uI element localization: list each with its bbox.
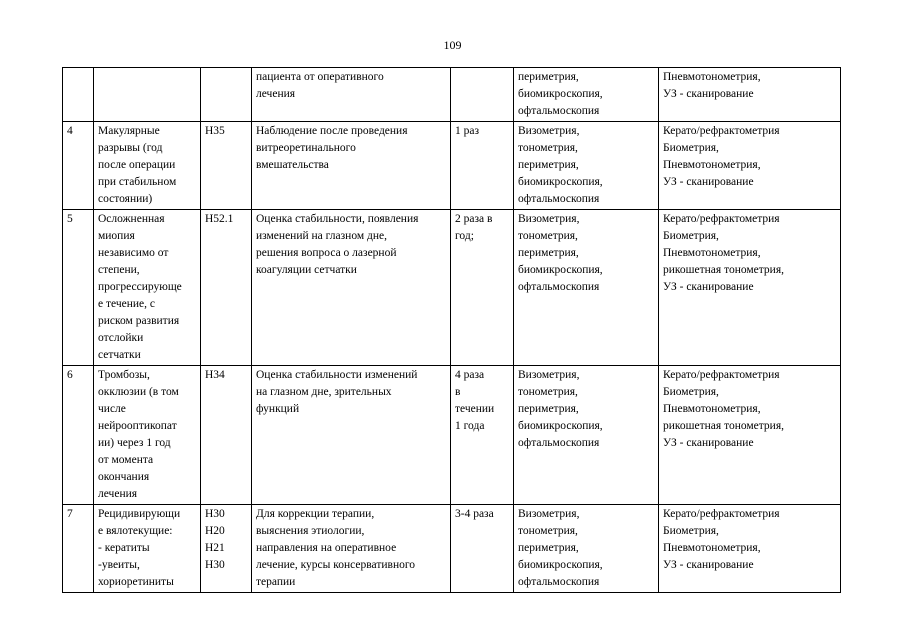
cell-disease [94, 210, 201, 366]
page-number: 109 [443, 38, 462, 52]
cell-line: офтальмоскопия [518, 281, 600, 293]
cell-line: УЗ - сканирование [663, 281, 754, 293]
cell-line: УЗ - сканирование [663, 559, 754, 571]
cell-line: биомикроскопия, [518, 559, 603, 571]
cell-line: Н30 [205, 508, 225, 520]
cell-line: нейрооптикопат [98, 420, 177, 432]
cell-disease [94, 366, 201, 505]
cell-line: периметрия, [518, 403, 579, 415]
cell-line: независимо от [98, 247, 169, 259]
cell-additional-methods [659, 122, 841, 210]
cell-frequency [451, 210, 514, 366]
cell-line: Пневмотонометрия, [663, 247, 761, 259]
cell-line: Биометрия, [663, 142, 719, 154]
cell-purpose [252, 505, 451, 593]
cell-row-number [63, 210, 94, 366]
cell-line: биомикроскопия, [518, 176, 603, 188]
cell-line: Биометрия, [663, 230, 719, 242]
cell-line: Керато/рефрактометрия [663, 508, 780, 520]
examination-table [62, 67, 841, 593]
cell-additional-methods [659, 505, 841, 593]
cell-line: тонометрия, [518, 142, 578, 154]
cell-line: рикошетная тонометрия, [663, 420, 784, 432]
cell-disease [94, 68, 201, 122]
cell-line: Н30 [205, 559, 225, 571]
cell-line: Визометрия, [518, 508, 580, 520]
cell-line: Оценка стабильности изменений [256, 369, 418, 381]
table-row [63, 366, 841, 505]
cell-line: функций [256, 403, 300, 415]
cell-line: Пневмотонометрия, [663, 71, 761, 83]
cell-line: - кератиты [98, 542, 150, 554]
cell-line: Визометрия, [518, 125, 580, 137]
cell-line: периметрия, [518, 159, 579, 171]
cell-line: миопия [98, 230, 135, 242]
cell-methods [514, 366, 659, 505]
cell-line: направления на оперативное [256, 542, 397, 554]
cell-line: лечения [98, 488, 138, 500]
table-row [63, 505, 841, 593]
cell-line: числе [98, 403, 126, 415]
cell-line: разрывы (год [98, 142, 163, 154]
cell-line: Пневмотонометрия, [663, 159, 761, 171]
cell-line: ии) через 1 год [98, 437, 171, 449]
cell-line: вмешательства [256, 159, 329, 171]
cell-line: 1 года [455, 420, 485, 432]
cell-icd-code [201, 210, 252, 366]
cell-line: тонометрия, [518, 525, 578, 537]
cell-line: Н35 [205, 125, 225, 137]
cell-methods [514, 68, 659, 122]
cell-methods [514, 122, 659, 210]
cell-line: Тромбозы, [98, 369, 150, 381]
cell-line: на глазном дне, зрительных [256, 386, 392, 398]
cell-line: 6 [67, 369, 73, 381]
cell-frequency [451, 505, 514, 593]
cell-line: прогрессирующе [98, 281, 182, 293]
cell-line: состоянии) [98, 193, 153, 205]
cell-line: Н34 [205, 369, 225, 381]
cell-line: Осложненная [98, 213, 165, 225]
table-row [63, 68, 841, 122]
cell-line: 5 [67, 213, 73, 225]
cell-line: Биометрия, [663, 525, 719, 537]
cell-line: биомикроскопия, [518, 264, 603, 276]
cell-line: -увеиты, [98, 559, 140, 571]
cell-line: Макулярные [98, 125, 160, 137]
cell-line: окончания [98, 471, 150, 483]
cell-line: 3-4 раза [455, 508, 494, 520]
table-row [63, 122, 841, 210]
cell-line: офтальмоскопия [518, 576, 600, 588]
table-body [63, 68, 841, 593]
cell-line: 2 раза в [455, 213, 493, 225]
cell-line: от момента [98, 454, 154, 466]
cell-line: год; [455, 230, 474, 242]
cell-line: 4 раза [455, 369, 485, 381]
table-row [63, 210, 841, 366]
cell-line: периметрия, [518, 71, 579, 83]
cell-line: терапии [256, 576, 296, 588]
cell-purpose [252, 210, 451, 366]
cell-line: Рецидивирующи [98, 508, 181, 520]
cell-line: офтальмоскопия [518, 193, 600, 205]
cell-line: тонометрия, [518, 230, 578, 242]
cell-methods [514, 210, 659, 366]
cell-line: при стабильном [98, 176, 177, 188]
cell-line: степени, [98, 264, 140, 276]
cell-row-number [63, 68, 94, 122]
cell-disease [94, 505, 201, 593]
cell-line: УЗ - сканирование [663, 88, 754, 100]
cell-line: 7 [67, 508, 73, 520]
cell-line: Визометрия, [518, 369, 580, 381]
cell-line: Пневмотонометрия, [663, 542, 761, 554]
cell-frequency [451, 366, 514, 505]
cell-line: Керато/рефрактометрия [663, 125, 780, 137]
cell-line: пациента от оперативного [256, 71, 384, 83]
cell-additional-methods [659, 68, 841, 122]
cell-row-number [63, 122, 94, 210]
cell-line: периметрия, [518, 247, 579, 259]
cell-line: Визометрия, [518, 213, 580, 225]
cell-line: риском развития [98, 315, 180, 327]
cell-icd-code [201, 366, 252, 505]
cell-line: Пневмотонометрия, [663, 403, 761, 415]
cell-line: лечение, курсы консервативного [256, 559, 416, 571]
cell-line: е течение, с [98, 298, 155, 310]
cell-icd-code [201, 68, 252, 122]
cell-line: течении [455, 403, 495, 415]
cell-row-number [63, 366, 94, 505]
cell-line: Оценка стабильности, появления [256, 213, 419, 225]
cell-line: решения вопроса о лазерной [256, 247, 397, 259]
cell-row-number [63, 505, 94, 593]
cell-methods [514, 505, 659, 593]
cell-line: сетчатки [98, 349, 141, 361]
cell-line: коагуляции сетчатки [256, 264, 357, 276]
cell-frequency [451, 122, 514, 210]
cell-additional-methods [659, 366, 841, 505]
cell-line: в [455, 386, 461, 398]
cell-icd-code [201, 122, 252, 210]
cell-line: УЗ - сканирование [663, 437, 754, 449]
cell-line: биомикроскопия, [518, 420, 603, 432]
cell-line: Н20 [205, 525, 225, 537]
cell-line: рикошетная тонометрия, [663, 264, 784, 276]
cell-additional-methods [659, 210, 841, 366]
cell-line: Керато/рефрактометрия [663, 213, 780, 225]
cell-frequency [451, 68, 514, 122]
cell-icd-code [201, 505, 252, 593]
cell-purpose [252, 122, 451, 210]
cell-line: после операции [98, 159, 176, 171]
cell-line: тонометрия, [518, 386, 578, 398]
cell-line: Наблюдение после проведения [256, 125, 408, 137]
cell-line: офтальмоскопия [518, 105, 600, 117]
cell-line: 4 [67, 125, 73, 137]
cell-line: УЗ - сканирование [663, 176, 754, 188]
cell-line: периметрия, [518, 542, 579, 554]
cell-line: офтальмоскопия [518, 437, 600, 449]
cell-line: лечения [256, 88, 296, 100]
cell-line: е вялотекущие: [98, 525, 173, 537]
cell-line: 1 раз [455, 125, 480, 137]
cell-line: Н21 [205, 542, 225, 554]
cell-line: выяснения этиологии, [256, 525, 365, 537]
cell-line: Н52.1 [205, 213, 234, 225]
cell-line: витреоретинального [256, 142, 356, 154]
cell-line: Керато/рефрактометрия [663, 369, 780, 381]
cell-line: биомикроскопия, [518, 88, 603, 100]
cell-line: Для коррекции терапии, [256, 508, 375, 520]
cell-line: отслойки [98, 332, 144, 344]
cell-disease [94, 122, 201, 210]
cell-purpose [252, 68, 451, 122]
cell-line: изменений на глазном дне, [256, 230, 387, 242]
cell-line: Биометрия, [663, 386, 719, 398]
cell-purpose [252, 366, 451, 505]
cell-line: хориоретиниты [98, 576, 174, 588]
cell-line: окклюзии (в том [98, 386, 179, 398]
